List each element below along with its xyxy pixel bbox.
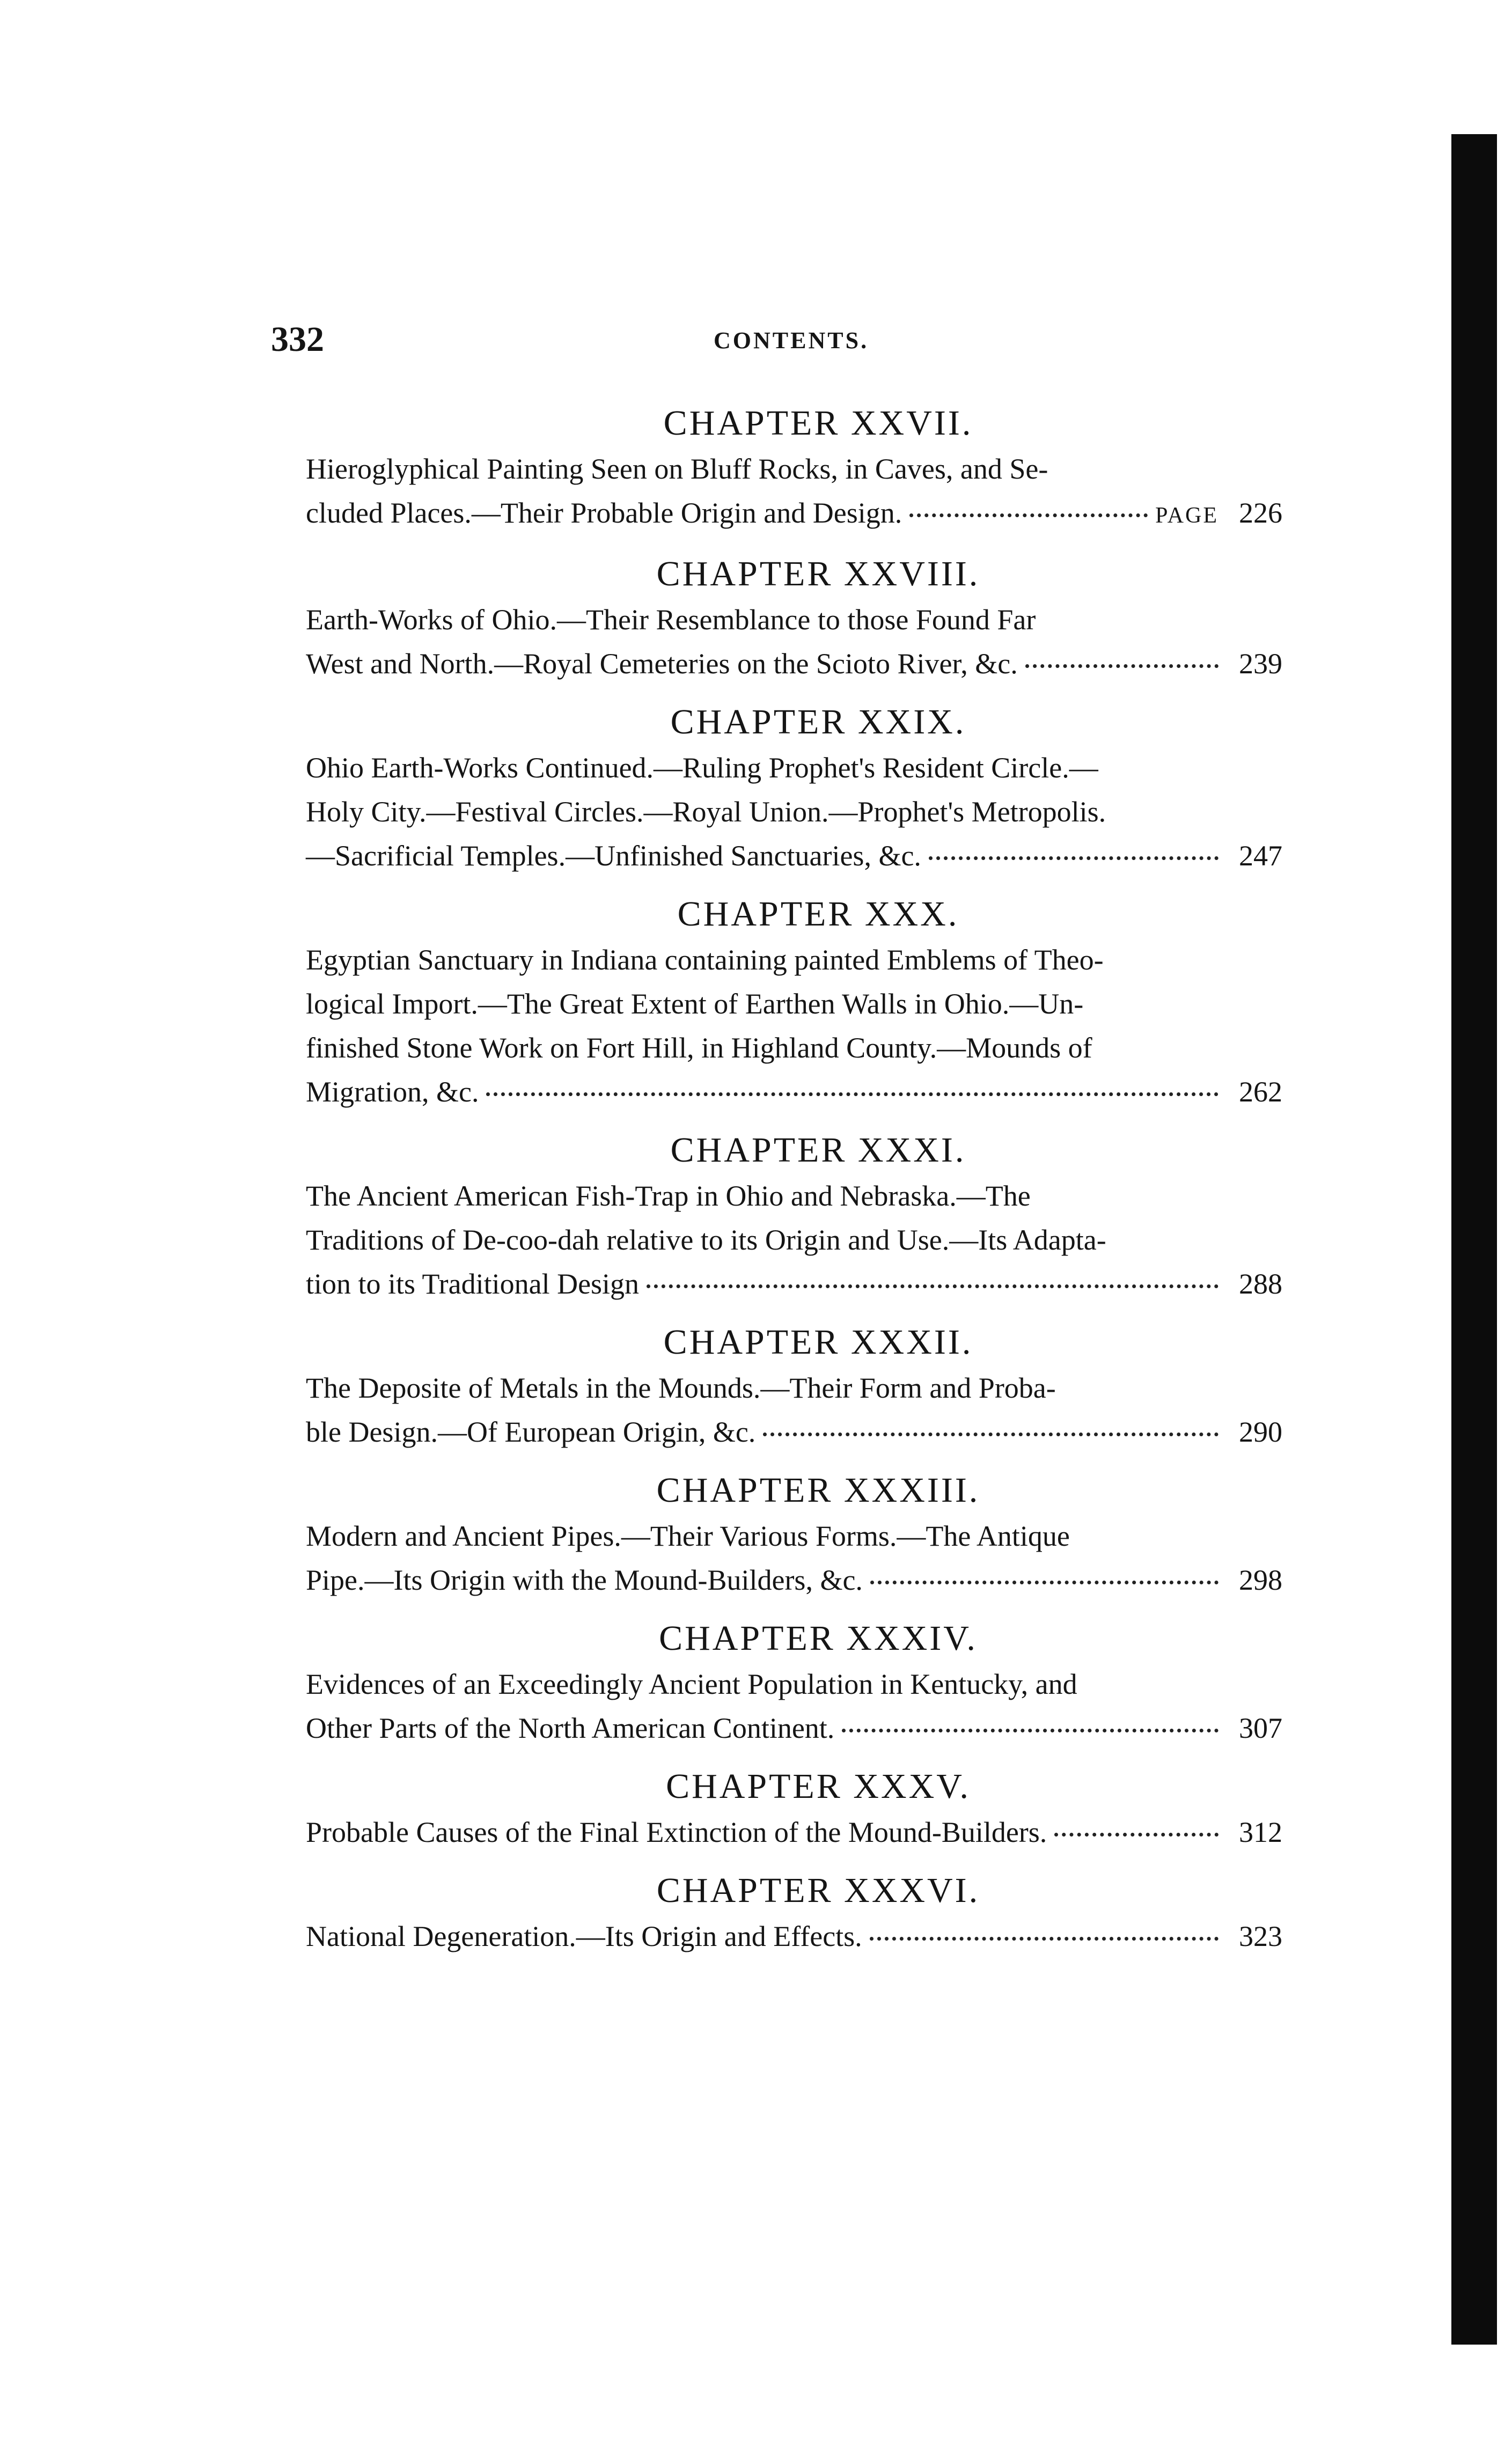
page-reference: 239 xyxy=(1239,648,1282,680)
chapter-title: CHAPTER XXXI. xyxy=(670,1130,966,1170)
description-line: West and North.—Royal Cemeteries on the Scioto River, &c. xyxy=(306,648,1018,680)
page-number: 332 xyxy=(271,320,324,359)
chapter-description xyxy=(274,1914,1282,1958)
description-line: The Deposite of Metals in the Mounds.—Their Form and Proba- xyxy=(306,1372,1056,1404)
toc-entry xyxy=(274,891,1282,1114)
toc-entry xyxy=(274,1867,1282,1958)
description-line: logical Import.—The Great Extent of Earthen Walls in Ohio.—Un- xyxy=(306,988,1084,1020)
description-line: Modern and Ancient Pipes.—Their Various Forms.—The Antique xyxy=(306,1520,1070,1552)
dot-leader xyxy=(1054,1833,1219,1837)
description-last-line xyxy=(306,491,1282,538)
description-last-line xyxy=(306,1558,1282,1602)
toc-entry xyxy=(274,1127,1282,1306)
description-line: ble Design.—Of European Origin, &c. xyxy=(306,1416,756,1448)
chapter-title: CHAPTER XXXVI. xyxy=(656,1871,980,1910)
chapter-description xyxy=(274,1366,1282,1454)
toc-entry xyxy=(274,1615,1282,1750)
page-prefix: PAGE xyxy=(1155,503,1219,528)
toc-entry xyxy=(274,1763,1282,1854)
description-line: Probable Causes of the Final Extinction of the Mound-Builders. xyxy=(306,1816,1047,1848)
page-reference: 247 xyxy=(1239,840,1282,872)
description-line: Earth-Works of Ohio.—Their Resemblance to those Found Far xyxy=(306,604,1036,636)
description-line: —Sacrificial Temples.—Unfinished Sanctuaries, &c. xyxy=(306,840,921,872)
toc-entry xyxy=(274,400,1282,538)
chapter-description xyxy=(274,447,1282,538)
chapter-description xyxy=(274,1810,1282,1854)
chapter-description xyxy=(274,1174,1282,1306)
running-head: CONTENTS. xyxy=(714,327,869,354)
page-reference: 307 xyxy=(1239,1712,1282,1744)
page-reference: 262 xyxy=(1239,1076,1282,1108)
chapter-description xyxy=(274,598,1282,686)
dot-leader xyxy=(870,1581,1219,1584)
description-line: finished Stone Work on Fort Hill, in Highland County.—Mounds of xyxy=(306,1032,1092,1064)
toc-entry xyxy=(274,550,1282,686)
description-line: cluded Places.—Their Probable Origin and Design. xyxy=(306,497,902,529)
description-last-line xyxy=(306,1810,1282,1854)
description-last-line xyxy=(306,1070,1282,1114)
chapter-title: CHAPTER XXXV. xyxy=(666,1767,971,1806)
description-line: Pipe.—Its Origin with the Mound-Builders, &c. xyxy=(306,1564,863,1596)
dot-leader xyxy=(647,1284,1219,1288)
page-reference: 288 xyxy=(1239,1268,1282,1300)
chapter-title: CHAPTER XXXIII. xyxy=(656,1471,980,1510)
description-line: National Degeneration.—Its Origin and Effects. xyxy=(306,1920,862,1952)
description-line: Ohio Earth-Works Continued.—Ruling Prophet's Resident Circle.— xyxy=(306,752,1098,784)
chapter-description xyxy=(274,1514,1282,1602)
toc-entry xyxy=(274,1319,1282,1454)
dot-leader xyxy=(763,1433,1219,1436)
description-last-line xyxy=(306,1410,1282,1454)
page-header xyxy=(0,319,1512,362)
chapter-title: CHAPTER XXVII. xyxy=(663,403,973,443)
description-line: The Ancient American Fish-Trap in Ohio and Nebraska.—The xyxy=(306,1180,1031,1212)
description-last-line xyxy=(306,1262,1282,1306)
description-line: Traditions of De-coo-dah relative to its Origin and Use.—Its Adapta- xyxy=(306,1224,1106,1256)
page-reference: 290 xyxy=(1239,1416,1282,1448)
dot-leader xyxy=(909,513,1148,517)
chapter-title: CHAPTER XXXIV. xyxy=(659,1619,978,1658)
description-line: Holy City.—Festival Circles.—Royal Union.—Prophet's Metropolis. xyxy=(306,796,1106,828)
chapter-title: CHAPTER XXX. xyxy=(677,894,959,934)
description-last-line xyxy=(306,642,1282,686)
chapter-description xyxy=(274,1662,1282,1750)
page-reference: 298 xyxy=(1239,1564,1282,1596)
chapter-title: CHAPTER XXXII. xyxy=(663,1323,973,1362)
page-reference: 226 xyxy=(1239,497,1282,529)
toc-entry xyxy=(274,699,1282,878)
chapter-description xyxy=(274,938,1282,1114)
description-last-line xyxy=(306,834,1282,878)
dot-leader xyxy=(870,1937,1219,1941)
description-line: Migration, &c. xyxy=(306,1076,479,1108)
scan-edge-shadow xyxy=(1451,134,1497,2345)
dot-leader xyxy=(1025,664,1219,668)
description-last-line xyxy=(306,1706,1282,1750)
page-reference: 312 xyxy=(1239,1816,1282,1848)
chapter-description xyxy=(274,746,1282,878)
chapter-title: CHAPTER XXVIII. xyxy=(656,554,980,593)
dot-leader xyxy=(842,1729,1219,1732)
chapter-title: CHAPTER XXIX. xyxy=(670,702,966,741)
description-line: Other Parts of the North American Continent. xyxy=(306,1712,835,1744)
toc-entry xyxy=(274,1467,1282,1602)
description-last-line xyxy=(306,1914,1282,1958)
description-line: Evidences of an Exceedingly Ancient Population in Kentucky, and xyxy=(306,1668,1077,1700)
table-of-contents xyxy=(274,400,1282,1958)
dot-leader xyxy=(486,1092,1219,1096)
description-line: Hieroglyphical Painting Seen on Bluff Rocks, in Caves, and Se- xyxy=(306,453,1048,485)
dot-leader xyxy=(929,856,1219,860)
description-line: tion to its Traditional Design xyxy=(306,1268,640,1300)
description-line: Egyptian Sanctuary in Indiana containing painted Emblems of Theo- xyxy=(306,944,1104,976)
page-reference: 323 xyxy=(1239,1920,1282,1952)
